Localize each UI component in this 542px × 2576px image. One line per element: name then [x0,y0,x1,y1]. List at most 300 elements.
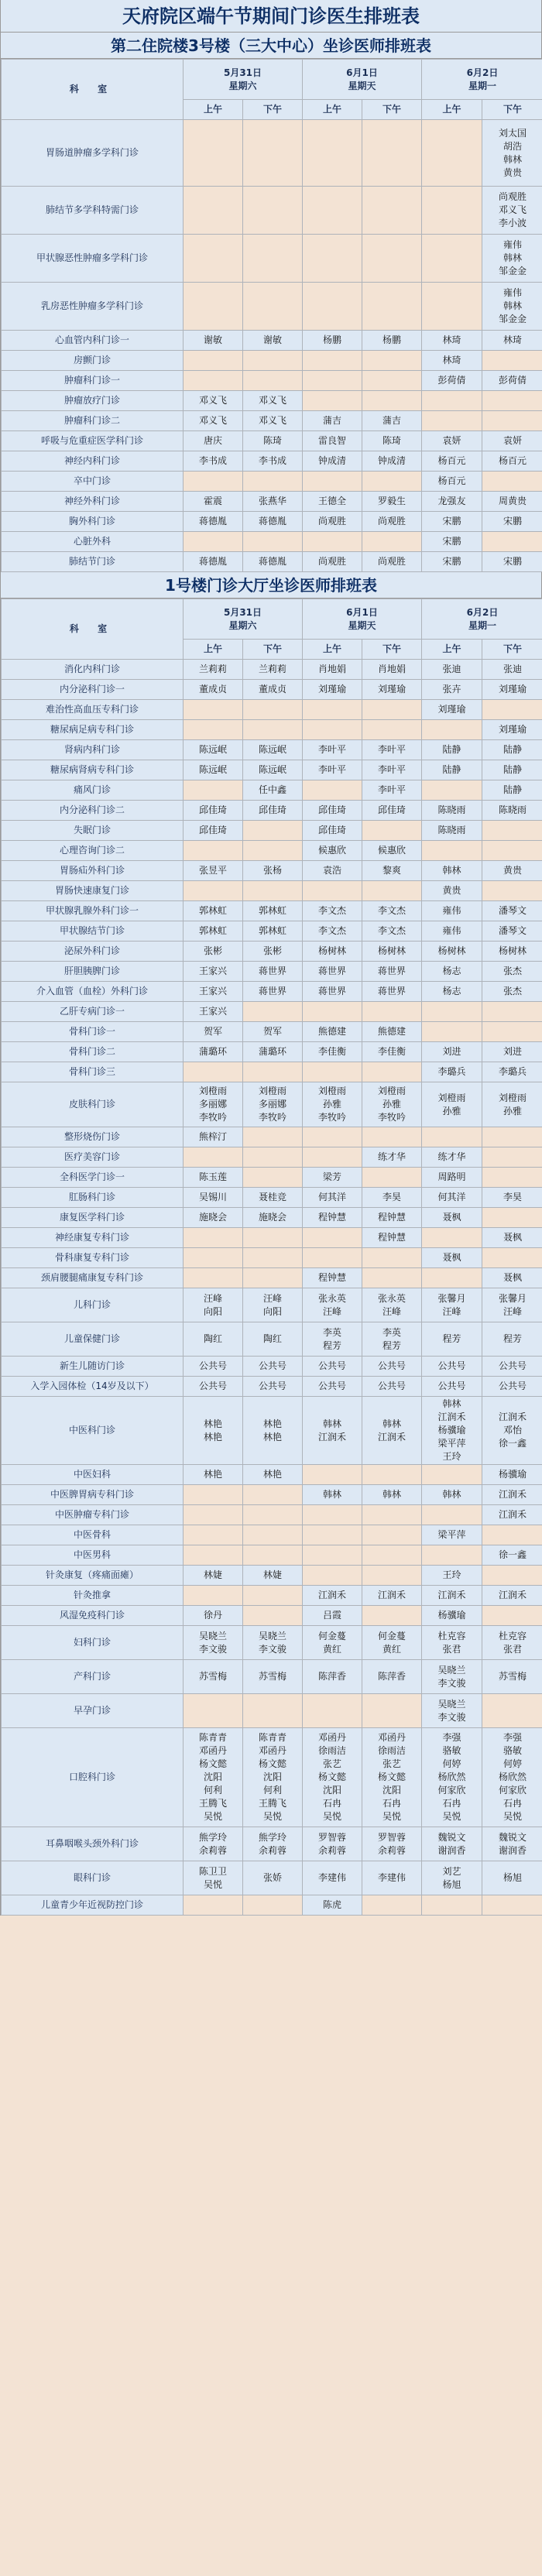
doctor-cell: 张馨月 汪峰 [422,1288,482,1322]
doctor-cell: 江润禾 [362,1586,422,1606]
doctor-cell: 李强 骆敏 何婷 杨欣然 何家欣 石冉 吴悦 [482,1728,542,1827]
doctor-cell: 程钟慧 [362,1208,422,1228]
doctor-cell: 邱佳琦 [303,801,362,821]
am-header: 上午 [303,100,362,120]
department-name: 儿童青少年近视防控门诊 [2,1895,184,1916]
doctor-cell: 潘琴文 [482,921,542,942]
pm-header: 下午 [362,640,422,660]
doctor-cell: 李叶平 [303,740,362,760]
schedule-row [2,881,542,901]
doctor-cell [422,1895,482,1916]
doctor-cell [184,700,243,720]
doctor-cell [303,283,362,331]
doctor-cell: 张娇 [243,1861,303,1895]
doctor-cell: 何其洋 [422,1188,482,1208]
date-label: 5月31日 [223,67,262,78]
doctor-cell [303,351,362,371]
doctor-cell: 候惠欣 [362,841,422,861]
doctor-cell [184,371,243,391]
doctor-cell [362,881,422,901]
doctor-cell: 李英 程芳 [362,1322,422,1357]
doctor-cell: 聂桂竞 [243,1188,303,1208]
doctor-cell: 谢敏 [243,331,303,351]
doctor-cell [184,1694,243,1728]
schedule-row [2,1127,542,1147]
schedule-row [2,532,542,552]
doctor-cell: 苏雪梅 [184,1660,243,1694]
department-name: 产科门诊 [2,1660,184,1694]
doctor-cell: 公共号 [184,1377,243,1397]
doctor-cell: 何其洋 [303,1188,362,1208]
doctor-cell [303,1505,362,1525]
doctor-cell: 陆静 [482,740,542,760]
doctor-cell: 张馨月 汪峰 [482,1288,542,1322]
doctor-cell: 徐一鑫 [482,1545,542,1566]
doctor-cell [362,1606,422,1626]
doctor-cell [303,371,362,391]
department-name: 心理咨询门诊二 [2,841,184,861]
doctor-cell: 杨树林 [482,942,542,962]
department-name: 神经内科门诊 [2,451,184,472]
schedule-row [2,1268,542,1288]
schedule-row [2,283,542,331]
doctor-cell: 霍震 [184,492,243,512]
doctor-cell: 雍伟 韩林 邹金金 [482,283,542,331]
doctor-cell: 袁妍 [482,431,542,451]
doctor-cell: 贺军 [184,1022,243,1042]
doctor-cell [422,1268,482,1288]
department-name: 中医妇科 [2,1465,184,1485]
doctor-cell: 熊梓汀 [184,1127,243,1147]
department-name: 入学入园体检（14岁及以下） [2,1377,184,1397]
doctor-cell: 张卉 [422,680,482,700]
doctor-cell [482,1694,542,1728]
department-name: 针灸推拿 [2,1586,184,1606]
doctor-cell: 熊德建 [362,1022,422,1042]
doctor-cell [243,841,303,861]
schedule-row [2,1626,542,1660]
weekday-label: 星期六 [228,80,257,91]
department-name: 整形烧伤门诊 [2,1127,184,1147]
doctor-cell: 候惠欣 [303,841,362,861]
schedule-row [2,1827,542,1861]
doctor-cell [303,187,362,235]
department-name: 中医肿瘤专科门诊 [2,1505,184,1525]
schedule-row [2,680,542,700]
doctor-cell [243,1606,303,1626]
department-name: 肿瘤放疗门诊 [2,391,184,411]
doctor-cell [243,283,303,331]
doctor-cell: 李璐兵 [422,1062,482,1082]
doctor-cell: 蒋世界 [362,982,422,1002]
am-header: 上午 [303,640,362,660]
date-header [184,599,303,640]
doctor-cell [184,120,243,187]
doctor-cell: 熊学玲 余莉蓉 [184,1827,243,1861]
date-header [422,599,542,640]
doctor-cell: 林艳 [243,1465,303,1485]
doctor-cell [362,472,422,492]
schedule-row [2,120,542,187]
doctor-cell: 苏雪梅 [482,1660,542,1694]
doctor-cell [482,1566,542,1586]
weekday-label: 星期天 [348,619,376,631]
section-title: 1号楼门诊大厅坐诊医师排班表 [1,572,541,599]
schedule-row [2,1188,542,1208]
doctor-cell: 郭林虹 [184,901,243,921]
doctor-cell [243,472,303,492]
doctor-cell: 陶红 [243,1322,303,1357]
doctor-cell: 罗智蓉 余莉蓉 [362,1827,422,1861]
doctor-cell: 罗智蓉 余莉蓉 [303,1827,362,1861]
department-name: 皮肤科门诊 [2,1082,184,1127]
doctor-cell [362,1505,422,1525]
doctor-cell [362,1694,422,1728]
doctor-cell: 董成贞 [184,680,243,700]
doctor-cell [243,1168,303,1188]
doctor-cell: 龙强友 [422,492,482,512]
doctor-cell: 刘橙雨 孙雅 [482,1082,542,1127]
doctor-cell [362,1268,422,1288]
doctor-cell [243,1062,303,1082]
schedule-row [2,1895,542,1916]
am-header: 上午 [184,640,243,660]
doctor-cell: 袁妍 [422,431,482,451]
schedule-row [2,512,542,532]
doctor-cell [482,1022,542,1042]
doctor-cell: 董成贞 [243,680,303,700]
doctor-cell [482,1895,542,1916]
doctor-cell: 黄贵 [422,881,482,901]
doctor-cell: 蒋世界 [362,962,422,982]
department-name: 胃肠疝外科门诊 [2,861,184,881]
doctor-cell: 王德全 [303,492,362,512]
doctor-cell: 韩林 江润禾 杨骥瑜 梁平萍 王玲 [422,1397,482,1465]
doctor-cell [243,532,303,552]
doctor-cell: 蒋世界 [303,962,362,982]
doctor-cell: 张燕华 [243,492,303,512]
schedule-table [1,59,542,572]
doctor-cell: 聂枫 [482,1268,542,1288]
department-name: 甲状腺乳腺外科门诊一 [2,901,184,921]
schedule-row [2,740,542,760]
schedule-row [2,1082,542,1127]
schedule-row [2,1606,542,1626]
department-name: 卒中门诊 [2,472,184,492]
doctor-cell: 蒋世界 [303,982,362,1002]
doctor-cell: 李建伟 [362,1861,422,1895]
doctor-cell [184,1485,243,1505]
date-header [303,599,422,640]
department-name: 痛风门诊 [2,780,184,801]
doctor-cell [362,1525,422,1545]
doctor-cell: 任中鑫 [243,780,303,801]
schedule-row [2,552,542,572]
doctor-cell [184,1268,243,1288]
weekday-label: 星期六 [228,619,257,631]
schedule-row [2,1525,542,1545]
department-name: 新生儿随访门诊 [2,1357,184,1377]
doctor-cell [243,1228,303,1248]
doctor-cell: 公共号 [184,1357,243,1377]
doctor-cell: 杨百元 [422,451,482,472]
doctor-cell [482,841,542,861]
doctor-cell: 李英 程芳 [303,1322,362,1357]
doctor-cell [184,1895,243,1916]
doctor-cell: 陈晓雨 [422,821,482,841]
doctor-cell [303,1694,362,1728]
doctor-cell [303,1147,362,1168]
doctor-cell: 吕霞 [303,1606,362,1626]
schedule-row [2,1586,542,1606]
date-label: 5月31日 [223,606,262,618]
schedule-row [2,1377,542,1397]
schedule-row [2,1861,542,1895]
doctor-cell: 苏雪梅 [243,1660,303,1694]
doctor-cell: 杨鹏 [303,331,362,351]
doctor-cell: 周路明 [422,1168,482,1188]
doctor-cell: 杨志 [422,962,482,982]
doctor-cell: 杨旭 [482,1861,542,1895]
doctor-cell: 陈远岷 [243,760,303,780]
doctor-cell: 李璐兵 [482,1062,542,1082]
doctor-cell: 陈萍香 [362,1660,422,1694]
doctor-cell [482,1127,542,1147]
doctor-cell: 张杨 [243,861,303,881]
doctor-cell [184,235,243,283]
doctor-cell [422,187,482,235]
doctor-cell [303,1566,362,1586]
doctor-cell: 李昊 [482,1188,542,1208]
doctor-cell [362,1248,422,1268]
doctor-cell: 贺军 [243,1022,303,1042]
schedule-row [2,841,542,861]
doctor-cell: 刘瑾瑜 [362,680,422,700]
doctor-cell [303,1062,362,1082]
doctor-cell: 邓函丹 徐雨洁 张艺 杨文懿 沈阳 石冉 吴悦 [362,1728,422,1827]
doctor-cell [422,1002,482,1022]
doctor-cell: 陆静 [422,740,482,760]
section-title: 第二住院楼3号楼（三大中心）坐诊医师排班表 [1,33,541,59]
schedule-row [2,982,542,1002]
department-name: 糖尿病足病专科门诊 [2,720,184,740]
doctor-cell: 施晓会 [184,1208,243,1228]
doctor-cell: 刘瑾瑜 [482,680,542,700]
doctor-cell: 公共号 [362,1357,422,1377]
doctor-cell [422,841,482,861]
pm-header: 下午 [243,100,303,120]
doctor-cell: 尚观胜 [303,512,362,532]
department-name: 骨科康复专科门诊 [2,1248,184,1268]
department-name: 介入血管（血栓）外科门诊 [2,982,184,1002]
doctor-cell [184,1525,243,1545]
doctor-cell: 邓义飞 [243,391,303,411]
doctor-cell [243,1002,303,1022]
department-name: 肿瘤科门诊一 [2,371,184,391]
schedule-row [2,1208,542,1228]
doctor-cell: 刘艺 杨旭 [422,1861,482,1895]
doctor-cell: 吴晓兰 李文骏 [422,1694,482,1728]
schedule-row [2,1322,542,1357]
doctor-cell: 唐庆 [184,431,243,451]
doctor-cell: 陈琦 [362,431,422,451]
doctor-cell [482,821,542,841]
main-title: 天府院区端午节期间门诊医生排班表 [1,0,541,33]
doctor-cell [362,187,422,235]
doctor-cell [303,1228,362,1248]
doctor-cell: 江润禾 [482,1505,542,1525]
schedule-row [2,331,542,351]
doctor-cell: 练才华 [362,1147,422,1168]
doctor-cell [184,1248,243,1268]
doctor-cell: 刘瑾瑜 [482,720,542,740]
doctor-cell: 李佳衡 [303,1042,362,1062]
pm-header: 下午 [482,640,542,660]
doctor-cell: 刘橙雨 孙雅 李牧吟 [362,1082,422,1127]
doctor-cell: 郭林虹 [243,921,303,942]
department-name: 胸外科门诊 [2,512,184,532]
doctor-cell: 何金蔓 黄红 [303,1626,362,1660]
doctor-cell: 韩林 江润禾 [362,1397,422,1465]
doctor-cell: 张永英 汪峰 [303,1288,362,1322]
doctor-cell: 林艳 [184,1465,243,1485]
doctor-cell: 杨骥瑜 [482,1465,542,1485]
schedule-row [2,472,542,492]
doctor-cell: 熊德建 [303,1022,362,1042]
doctor-cell: 林琦 [482,331,542,351]
doctor-cell [184,720,243,740]
doctor-cell: 邓函丹 徐雨洁 张艺 杨文懿 沈阳 石冉 吴悦 [303,1728,362,1827]
doctor-cell: 韩林 [303,1485,362,1505]
date-label: 6月1日 [346,606,378,618]
schedule-row [2,901,542,921]
doctor-cell: 郭林虹 [184,921,243,942]
schedule-row [2,1357,542,1377]
doctor-cell: 宋鹏 [422,552,482,572]
doctor-cell: 刘橙雨 多丽娜 李牧吟 [184,1082,243,1127]
department-name: 肝胆胰脾门诊 [2,962,184,982]
department-name: 风湿免疫科门诊 [2,1606,184,1626]
department-name: 消化内科门诊 [2,660,184,680]
department-name: 肺结节多学科特需门诊 [2,187,184,235]
doctor-cell [303,780,362,801]
doctor-cell [362,821,422,841]
doctor-cell [184,1228,243,1248]
doctor-cell: 蒋德胤 [243,512,303,532]
doctor-cell: 聂枫 [422,1208,482,1228]
doctor-cell [243,821,303,841]
doctor-cell: 林艳 林艳 [184,1397,243,1465]
doctor-cell: 宋鹏 [482,512,542,532]
doctor-cell: 江润禾 邓怡 徐一鑫 [482,1397,542,1465]
doctor-cell [422,780,482,801]
doctor-cell: 吴晓兰 李文骏 [422,1660,482,1694]
doctor-cell: 蒲吉 [362,411,422,431]
doctor-cell: 宋鹏 [422,532,482,552]
doctor-cell: 吴晓兰 李文骏 [243,1626,303,1660]
doctor-cell: 李叶平 [362,740,422,760]
doctor-cell: 杨树林 [362,942,422,962]
doctor-cell [243,700,303,720]
doctor-cell: 林婕 [184,1566,243,1586]
doctor-cell: 程钟慧 [303,1208,362,1228]
pm-header: 下午 [243,640,303,660]
doctor-cell: 江润禾 [482,1586,542,1606]
doctor-cell: 陆静 [482,780,542,801]
date-header [184,60,303,100]
doctor-cell [303,1525,362,1545]
department-name: 骨科门诊一 [2,1022,184,1042]
doctor-cell [303,1127,362,1147]
department-name: 内分泌科门诊二 [2,801,184,821]
doctor-cell [362,532,422,552]
sections-container [1,33,541,1916]
header-row [2,60,542,100]
doctor-cell [362,120,422,187]
schedule-row [2,801,542,821]
department-name: 心血管内科门诊一 [2,331,184,351]
department-name: 房颤门诊 [2,351,184,371]
department-name: 骨科门诊三 [2,1062,184,1082]
doctor-cell: 李文杰 [303,901,362,921]
doctor-cell: 聂枫 [482,1228,542,1248]
date-label: 6月2日 [466,67,499,78]
doctor-cell [303,700,362,720]
doctor-cell: 邱佳琦 [303,821,362,841]
dept-column-header: 科 室 [2,599,184,660]
doctor-cell: 林琦 [422,331,482,351]
doctor-cell [482,1002,542,1022]
department-name: 康复医学科门诊 [2,1208,184,1228]
doctor-cell: 杨骥瑜 [422,1606,482,1626]
doctor-cell: 李建伟 [303,1861,362,1895]
doctor-cell [243,1895,303,1916]
doctor-cell: 陶红 [184,1322,243,1357]
department-name: 胃肠道肿瘤多学科门诊 [2,120,184,187]
doctor-cell: 尚观胜 [362,552,422,572]
doctor-cell: 刘进 [482,1042,542,1062]
doctor-cell: 刘橙雨 孙雅 李牧吟 [303,1082,362,1127]
doctor-cell: 黄贵 [482,861,542,881]
doctor-cell: 梁芳 [303,1168,362,1188]
doctor-cell: 钟成清 [362,451,422,472]
doctor-cell [184,1062,243,1082]
header-row [2,599,542,640]
doctor-cell [422,720,482,740]
department-name: 中医骨科 [2,1525,184,1545]
pm-header: 下午 [482,100,542,120]
doctor-cell: 张昱平 [184,861,243,881]
doctor-cell: 公共号 [482,1377,542,1397]
schedule-row [2,1694,542,1728]
doctor-cell [243,1525,303,1545]
doctor-cell: 程钟慧 [362,1228,422,1248]
schedule-row [2,942,542,962]
department-name: 甲状腺恶性肿瘤多学科门诊 [2,235,184,283]
doctor-cell: 公共号 [482,1357,542,1377]
schedule-row [2,1505,542,1525]
am-header: 上午 [422,640,482,660]
doctor-cell [243,351,303,371]
doctor-cell: 郭林虹 [243,901,303,921]
doctor-cell [362,1062,422,1082]
doctor-cell: 彭荷倩 [422,371,482,391]
doctor-cell [184,283,243,331]
doctor-cell [184,841,243,861]
doctor-cell: 练才华 [422,1147,482,1168]
doctor-cell: 周黄贵 [482,492,542,512]
doctor-cell [482,881,542,901]
